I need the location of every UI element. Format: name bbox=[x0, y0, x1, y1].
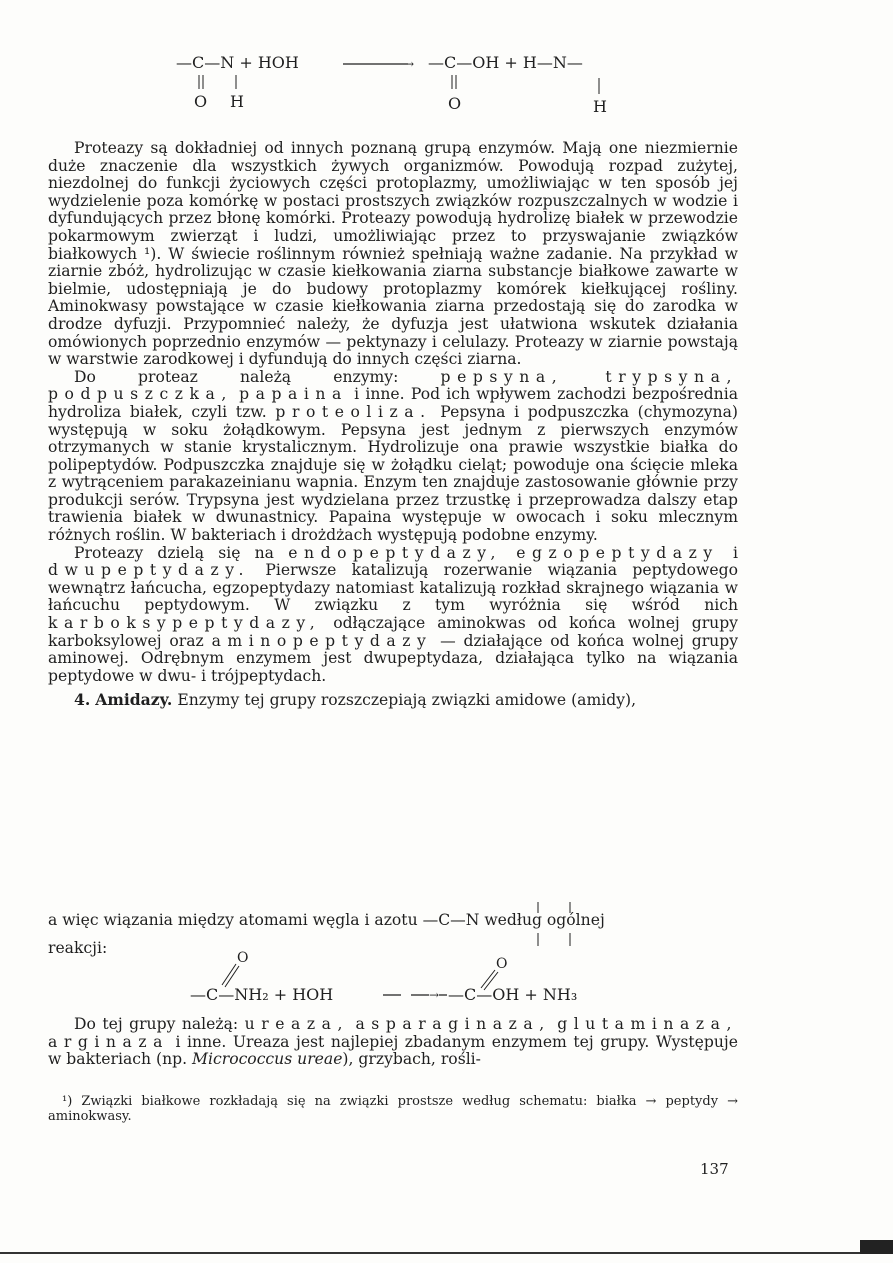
reaction-1-h1: H bbox=[230, 92, 244, 111]
reaction-2-o1: O bbox=[237, 950, 249, 966]
reaction-1-o2: O bbox=[448, 94, 462, 113]
bond-line: a więc wiązania między atomami węgla i azotu —C—N według ogólnej reakcji: bbox=[48, 911, 605, 957]
reaction-1-o1: O bbox=[194, 92, 208, 111]
bond-symbol: —C—N bbox=[422, 911, 480, 929]
reaction-1-right: —C—OH + H—N— bbox=[428, 53, 583, 72]
paragraph-proteazy: Proteazy są dokładniej od innych poznaną grupą enzymów. Mają one niezmiernie duże znaczenie dla wszystkich żywych organizmów. Powodują rozpad zużytej, niezdolnej do funkcji życiowych części protoplazmy, umożliwiając w ten sposób jej wydzielenie poza komórkę w postaci prostszych związków rozpuszczalnych w wodzie i dyfundujących przez błonę komórki. Proteazy powodują hydrolizę białek w przewodzie pokarmowym zwierząt i ludzi, umożliwiając przez to przyswajanie związków białkowych ¹). W świecie roślinnym również spełniają ważne zadanie. Na przykład w ziarnie zbóż, hydrolizując w czasie kiełkowania ziarna substancje białkowe zawarte w bielmie, udostępniają je do budowy protoplazmy komórek kiełkującej rośliny. Aminokwasy powstające w czasie kiełkowania ziarna przedostają się do zarodka w drodze dyfuzji. Przypomnieć należy, że dyfuzja jest ułatwiona wskutek działania omówionych poprzednio enzymów — pektynazy i celulazy. Proteazy w ziarnie powstają w warstwie zarodkowej i dyfundują do innych części ziarna. bbox=[48, 139, 738, 369]
final-text bbox=[48, 1016, 738, 1069]
reaction-2-right: —C—OH + NH₃ bbox=[448, 985, 578, 1004]
reaction-1-h2: H bbox=[593, 97, 607, 116]
reaction-1-left: —C—N + HOH bbox=[176, 53, 299, 72]
reaction-1-arrow: → bbox=[404, 57, 415, 71]
reaction-2-left: —C—NH₂ + HOH bbox=[190, 985, 334, 1004]
footnote: ¹) Związki białkowe rozkładają się na związki prostsze według schematu: białka → peptydy → aminokwasy. bbox=[48, 1094, 738, 1124]
paragraph-amidazy-list: Do tej grupy należą: ureaza, asparaginaza, glutaminaza, arginaza i inne. Ureaza jest najlepiej zbadanym enzymem tej grupy. Występuje w bakteriach (np. Micrococcus ureae), grzybach, rośli- bbox=[48, 1015, 738, 1069]
page-number: 137 bbox=[700, 1160, 729, 1178]
reaction-2-arrow: → bbox=[429, 988, 440, 1002]
paragraph-classification: Proteazy dzielą się na endopeptydazy, egzopeptydazy i dwupeptydazy. Pierwsze katalizują rozerwanie wiązania peptydowego wewnątrz łańcucha, egzopeptydazy natomiast katalizują rozkład skrajnego wiązania w łańcuchu peptydowym. W związku z tym wyróżnia się wśród nich karboksypeptydazy, odłączające aminokwas od końca wolnej grupy karboksylowej oraz aminopeptydazy — działające od końca wolnej grupy aminowej. Odrębnym enzymem jest dwupeptydaza, działająca tylko na wiązania peptydowe w dwu- i trójpeptydach. bbox=[48, 543, 738, 685]
paragraph-enzymes: Do proteaz należą enzymy: pepsyna, trypsyna, podpuszczka, papaina i inne. Pod ich wpływem zachodzi bezpośrednia hydroliza białek, czyli tzw. proteoliza. Pepsyna i podpuszczka (chymozyna) występują w soku żołądkowym. Pepsyna jest jednym z pierwszych enzymów otrzymanych w stanie krystalicznym. Hydrolizuje ona prawie wszystkie białka do polipeptydów. Podpuszczka znajduje się w żołądku cieląt; powoduje ona ścięcie mleka z wytrąceniem parakazeinianu wapnia. Enzym ten znajduje zastosowanie głównie przy produkcji serów. Trypsyna jest wydzielana przez trzustkę i przeprowadza dalszy etap trawienia białek w dwunastnicy. Papaina występuje w owocach i soku mlecznym różnych roślin. W bakteriach i drożdżach występują podobne enzymy. bbox=[48, 367, 738, 545]
paragraph-amidazy-heading: 4. Amidazy. Enzymy tej grupy rozszczepiają związki amidowe (amidy), bbox=[74, 690, 637, 710]
corner-mark bbox=[860, 1240, 893, 1254]
bottom-rule bbox=[0, 1252, 893, 1254]
reaction-2-o2: O bbox=[496, 956, 508, 972]
